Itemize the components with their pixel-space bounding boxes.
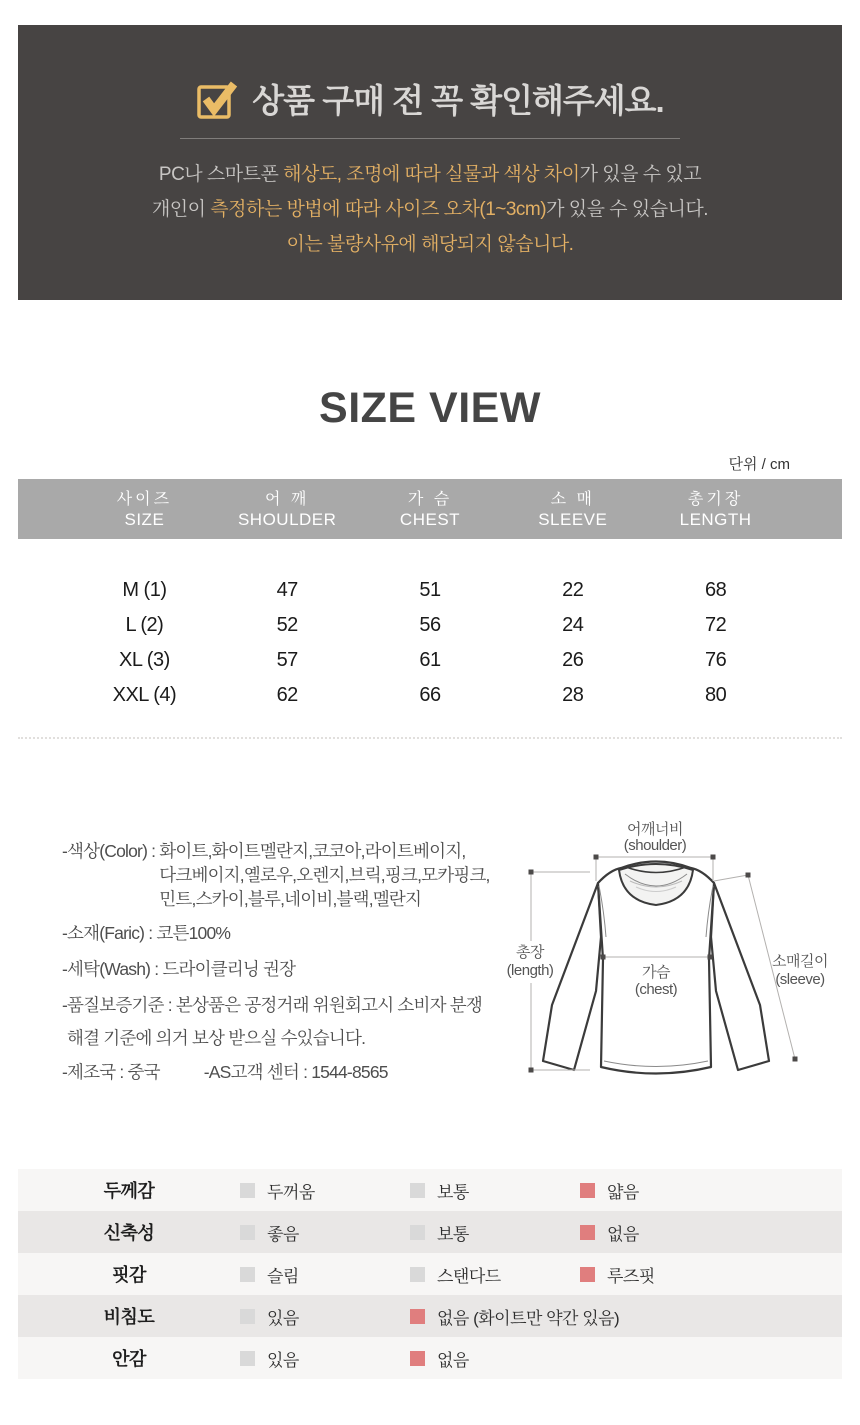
purchase-notice-banner — [18, 25, 842, 300]
option-square — [240, 1351, 255, 1366]
attr-option-selected: 없음 (화이트만 약간 있음) — [410, 1304, 842, 1329]
attr-option: 슬림 — [240, 1262, 410, 1287]
svg-text:(chest): (chest) — [634, 981, 678, 998]
attr-option: 있음 — [240, 1346, 410, 1371]
product-info-text — [62, 809, 494, 1109]
size-view-heading: SIZE VIEW — [319, 384, 541, 432]
option-square — [240, 1267, 255, 1282]
attr-option-selected: 없음 — [580, 1220, 842, 1245]
origin-info: -제조국 : 중국 — [62, 1062, 160, 1082]
color-info — [62, 839, 494, 911]
svg-text:어깨너비: 어깨너비 — [627, 821, 683, 838]
notice-line-3: 이는 불량사유에 해당되지 않습니다. — [286, 234, 574, 255]
svg-text:(shoulder): (shoulder) — [623, 837, 687, 854]
svg-text:(sleeve): (sleeve) — [775, 971, 825, 988]
option-square — [410, 1267, 425, 1282]
table-row: XL (3) 57 61 26 76 — [119, 649, 727, 671]
size-table-body — [18, 539, 842, 713]
column-header-chest: 가 슴 CHEST — [399, 490, 461, 529]
option-square — [240, 1309, 255, 1324]
option-square-selected — [410, 1351, 425, 1366]
column-header-shoulder: 어 깨 SHOULDER — [237, 490, 337, 529]
option-square-selected — [580, 1267, 595, 1282]
attr-option: 좋음 — [240, 1220, 410, 1245]
svg-text:소매길이: 소매길이 — [772, 953, 828, 970]
shirt-measurement-diagram — [498, 809, 848, 1109]
option-square-selected — [580, 1225, 595, 1240]
notice-divider — [180, 138, 680, 139]
column-header-length: 총기장 LENGTH — [679, 490, 752, 529]
dotted-separator — [18, 737, 842, 739]
attr-row-sheerness: 비침도 있음 없음 (화이트만 약간 있음) — [18, 1295, 842, 1337]
unit-label: 단위 / cm — [728, 456, 790, 473]
notice-line-2: 개인이 측정하는 방법에 따라 사이즈 오차(1~3cm)가 있을 수 있습니다. — [151, 199, 709, 220]
option-square-selected — [580, 1183, 595, 1198]
attr-option: 두꺼움 — [240, 1178, 410, 1203]
notice-body — [18, 157, 842, 262]
attr-option: 스탠다드 — [410, 1262, 580, 1287]
warranty-info-line2: 해결 기준에 의거 보상 받으실 수있습니다. — [67, 1028, 366, 1048]
attr-row-elasticity: 신축성 좋음 보통 없음 — [18, 1211, 842, 1253]
column-header-sleeve: 소 매 SLEEVE — [538, 490, 608, 529]
attr-option-selected: 루즈핏 — [580, 1262, 842, 1287]
svg-text:가슴: 가슴 — [642, 964, 670, 981]
wash-info: -세탁(Wash) : 드라이클리닝 권장 — [62, 959, 296, 979]
attr-row-fit: 핏감 슬림 스탠다드 루즈핏 — [18, 1253, 842, 1295]
attr-option: 보통 — [410, 1178, 580, 1203]
as-center-info: -AS고객 센터 : 1544-8565 — [203, 1062, 388, 1082]
svg-text:총장: 총장 — [516, 944, 544, 961]
notice-title-row — [18, 25, 842, 122]
checkbox-check-icon — [196, 78, 238, 122]
attr-option: 있음 — [240, 1304, 410, 1329]
svg-text:(length): (length) — [506, 962, 554, 979]
attr-option: 보통 — [410, 1220, 580, 1245]
attr-option-selected: 없음 — [410, 1346, 580, 1371]
notice-line-1: PC나 스마트폰 해상도, 조명에 따라 실물과 색상 차이가 있을 수 있고 — [158, 164, 702, 185]
table-row: L (2) 52 56 24 72 — [125, 614, 727, 636]
origin-as-row — [62, 1059, 494, 1084]
fabric-attributes-table — [18, 1169, 842, 1379]
size-table-header — [18, 479, 842, 539]
option-square — [410, 1183, 425, 1198]
option-square — [410, 1225, 425, 1240]
warranty-info-line1: -품질보증기준 : 본상품은 공정거래 위원회고시 소비자 분쟁 — [62, 995, 482, 1015]
notice-title: 상품 구매 전 꼭 확인해주세요. — [252, 82, 664, 119]
color-label: -색상(Color) : — [62, 841, 156, 861]
fabric-info: -소재(Faric) : 코튼100% — [62, 923, 231, 943]
table-row: XXL (4) 62 66 28 80 — [112, 684, 727, 706]
attr-option-selected: 얇음 — [580, 1178, 842, 1203]
attr-row-lining: 안감 있음 없음 — [18, 1337, 842, 1379]
product-info-section — [62, 809, 848, 1109]
attr-row-thickness: 두께감 두꺼움 보통 얇음 — [18, 1169, 842, 1211]
option-square — [240, 1225, 255, 1240]
table-row: M (1) 47 51 22 68 — [122, 579, 727, 601]
option-square — [240, 1183, 255, 1198]
color-values: 화이트,화이트멜란지,코코아,라이트베이지, 다크베이지,옐로우,오렌지,브릭,핑크,모카핑크, 민트,스카이,블루,네이비,블랙,멜란지 — [159, 841, 490, 909]
option-square-selected — [410, 1309, 425, 1324]
column-header-size: 사이즈 SIZE — [116, 490, 173, 529]
